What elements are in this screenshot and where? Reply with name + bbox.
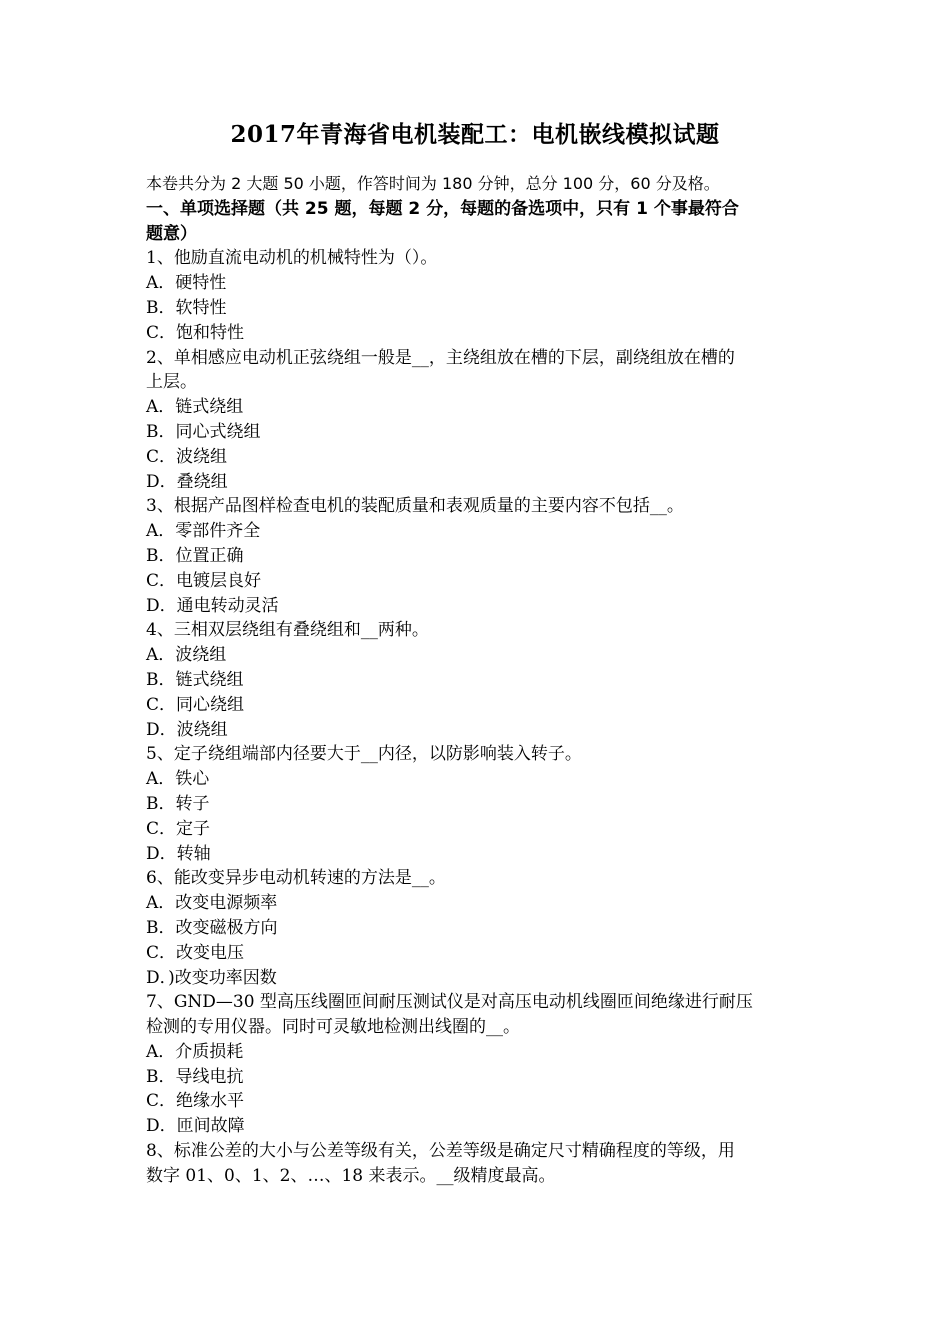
option-c: C．绝缘水平 <box>146 1091 245 1112</box>
option-b: B．转子 <box>146 793 210 814</box>
question-8 <box>146 1139 810 1189</box>
option-d: D．匝间故障 <box>146 1116 245 1137</box>
exam-intro: 本卷共分为 2 大题 50 小题，作答时间为 180 分钟，总分 100 分，60 分及格。 <box>146 174 720 193</box>
option-c: C．饱和特性 <box>146 322 245 343</box>
option-b: B．软特性 <box>146 297 227 318</box>
section-heading: 一、单项选择题（共 25 题，每题 2 分，每题的备选项中，只有 1 个事最符合 <box>146 198 739 219</box>
option-c: C．定子 <box>146 818 211 839</box>
option-c: C．改变电压 <box>146 942 245 963</box>
question-stem: 1、他励直流电动机的机械特性为（）。 <box>146 248 438 269</box>
document-title: 2017年青海省电机装配工：电机嵌线模拟试题 <box>230 121 720 148</box>
question-7 <box>146 990 810 1139</box>
section-heading-continued: 题意） <box>146 223 197 244</box>
option-d: D．波绕组 <box>146 719 228 740</box>
option-a: A．介质损耗 <box>146 1041 244 1062</box>
option-d: D．)改变功率因数 <box>146 967 277 988</box>
question-stem: 5、定子绕组端部内径要大于__内径，以防影响装入转子。 <box>146 744 582 765</box>
option-a: A．改变电源频率 <box>146 893 278 914</box>
option-a: A．零部件齐全 <box>146 521 261 542</box>
question-stem: 2、单相感应电动机正弦绕组一般是__，主绕组放在槽的下层，副绕组放在槽的 <box>146 347 735 368</box>
question-stem: 7、GND—30 型高压线圈匝间耐压测试仪是对高压电动机线圈匝间绝缘进行耐压 <box>146 992 753 1013</box>
question-stem: 6、能改变异步电动机转速的方法是__。 <box>146 868 446 889</box>
option-b: B．改变磁极方向 <box>146 917 278 938</box>
question-stem: 4、三相双层绕组有叠绕组和__两种。 <box>146 620 429 641</box>
question-4 <box>146 618 810 742</box>
option-c: C．电镀层良好 <box>146 570 262 591</box>
option-a: A．波绕组 <box>146 645 227 666</box>
option-d: D．叠绕组 <box>146 471 228 492</box>
question-stem: 8、标准公差的大小与公差等级有关，公差等级是确定尺寸精确程度的等级，用 <box>146 1141 735 1162</box>
question-2 <box>146 346 810 495</box>
question-5 <box>146 742 810 866</box>
option-c: C．同心绕组 <box>146 694 245 715</box>
option-a: A．硬特性 <box>146 273 227 294</box>
question-stem-continued: 数字 01、0、1、2、…、18 来表示。__级精度最高。 <box>146 1165 556 1186</box>
option-d: D．转轴 <box>146 843 211 864</box>
question-stem-continued: 检测的专用仪器。同时可灵敏地检测出线圈的__。 <box>146 1017 520 1038</box>
question-3 <box>146 494 810 618</box>
option-b: B．位置正确 <box>146 545 244 566</box>
option-b: B．导线电抗 <box>146 1066 244 1087</box>
option-a: A．铁心 <box>146 769 210 790</box>
option-b: B．同心式绕组 <box>146 421 261 442</box>
question-stem: 3、根据产品图样检查电机的装配质量和表观质量的主要内容不包括__。 <box>146 496 684 517</box>
question-stem-continued: 上层。 <box>146 372 197 393</box>
question-1 <box>146 246 810 345</box>
document-body <box>146 172 810 1189</box>
option-b: B．链式绕组 <box>146 669 244 690</box>
option-c: C．波绕组 <box>146 446 228 467</box>
option-d: D．通电转动灵活 <box>146 595 279 616</box>
question-6 <box>146 866 810 990</box>
option-a: A．链式绕组 <box>146 397 244 418</box>
